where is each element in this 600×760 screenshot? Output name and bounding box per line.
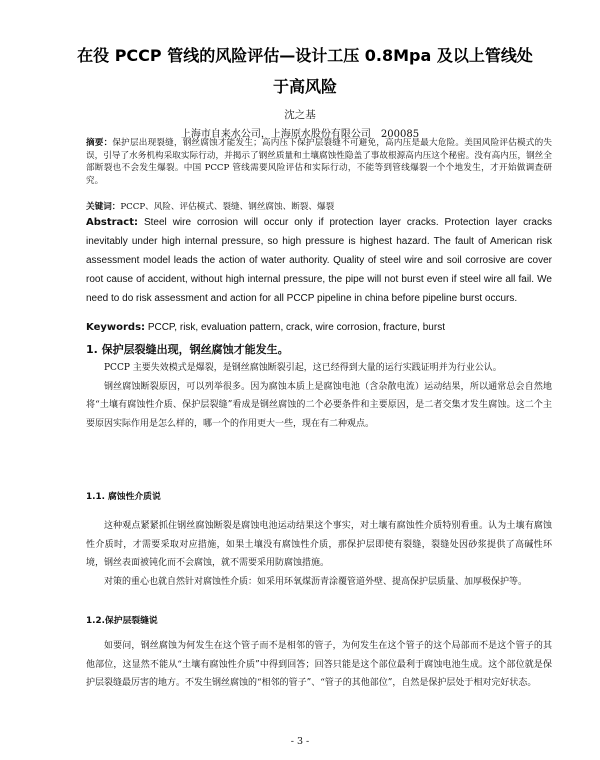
section-1-body — [86, 359, 552, 433]
section-1-paragraph-2: 钢丝腐蚀断裂原因，可以列举很多。因为腐蚀本质上是腐蚀电池（含杂散电流）运动结果，所以通常总会自然地将“土壤有腐蚀性介质、保护层裂缝”看成是钢丝腐蚀的二个必要条件和主要原因，是二者交集才发生腐蚀。这二个主要原因实际作用是怎么样的，哪一个的作用更大一些，现在有二种观点。 — [86, 381, 552, 429]
abstract-english-text: Steel wire corrosion will occur only if protection layer cracks. Protection layer cracks inevitably under high internal pressure, so high pressure is highest hazard. The fault of American risk assessment model leads the action of water authority. Quality of steel wire and soil corrosive are cover root cause of accident, without high internal pressure, the pipe will not burst even if steel wire all fail. We need to do risk assessment and action for all PCCP pipeline in china before pipeline burst occurs. — [86, 217, 552, 304]
keywords-chinese-label: 关键词： — [86, 202, 121, 212]
keywords-english-text: PCCP, risk, evaluation pattern, crack, wire corrosion, fracture, burst — [147, 322, 445, 333]
subsection-1-2-heading: 1.2.保护层裂缝说 — [86, 616, 158, 626]
abstract-chinese-text: 保护层出现裂缝，钢丝腐蚀才能发生；高内压下保护层裂缝不可避免，高内压是最大危险。美国风险评估模式的失误，引导了水务机构采取实际行动，并揭示了钢丝质量和土壤腐蚀性隐盖了事故根源高内压这个秘密。没有高内压，钢丝全部断裂也不会发生爆裂。中国 PCCP 管线需要风险评估和实际行动，不能等到管线爆裂一个个地发生，才开始做调查研究。 — [86, 138, 552, 186]
keywords-chinese — [86, 201, 552, 213]
subsection-1-2-paragraph-1: 如要问，钢丝腐蚀为何发生在这个管子而不是相邻的管子，为何发生在这个管子的这个局部而不是这个管子的其他部位，这显然不能从“土壤有腐蚀性介质”中得到回答；回答只能是这个部位最利于腐蚀电池生成。这个部位就是保护层裂缝最厉害的地方。不发生钢丝腐蚀的“相邻的管子”、“管子的其他部位”，自然是保护层处于相对完好状态。 — [86, 641, 552, 688]
subsection-1-1 — [86, 489, 552, 591]
subsection-1-2 — [86, 613, 552, 693]
abstract-chinese — [86, 137, 552, 187]
section-1-heading: 1. 保护层裂缝出现，钢丝腐蚀才能发生。 — [86, 343, 289, 356]
subsection-1-1-heading: 1.1. 腐蚀性介质说 — [86, 492, 161, 502]
keywords-chinese-text: PCCP、风险、评估模式、裂缝、钢丝腐蚀、断裂、爆裂 — [120, 202, 335, 212]
keywords-english-label: Keywords: — [86, 322, 146, 333]
abstract-english — [86, 213, 552, 308]
abstract-english-label: Abstract: — [86, 217, 139, 228]
author-name: 沈之基 — [284, 109, 316, 121]
subsection-1-1-paragraph-2: 对策的重心也就自然针对腐蚀性介质：如采用环氧煤沥青涂覆管道外壁、提高保护层质量、加厚极保护等。 — [104, 576, 528, 587]
section-1-paragraph-1: PCCP 主要失效模式是爆裂，是钢丝腐蚀断裂引起，这已经得到大量的运行实践证明并为行业公认。 — [104, 363, 502, 373]
abstract-chinese-label: 摘要： — [86, 138, 113, 148]
author-affiliation: 上海市自来水公司，上海原水股份有限公司 200085 — [180, 129, 420, 140]
page-number: - 3 - — [290, 736, 310, 747]
paper-title: 在役 PCCP 管线的风险评估—设计工压 0.8Mpa 及以上管线处于高风险 — [77, 46, 533, 96]
subsection-1-1-paragraph-1: 这种观点紧紧抓住钢丝腐蚀断裂是腐蚀电池运动结果这个事实，对土壤有腐蚀性介质特别看重。认为土壤有腐蚀性介质时，才需要采取对应措施，如果土壤没有腐蚀性介质，那保护层即使有裂缝，裂缝处因砂浆提供了高碱性环境，钢丝表面被钝化而不会腐蚀，就不需要采用防腐蚀措施。 — [86, 521, 552, 568]
keywords-english — [86, 321, 552, 335]
